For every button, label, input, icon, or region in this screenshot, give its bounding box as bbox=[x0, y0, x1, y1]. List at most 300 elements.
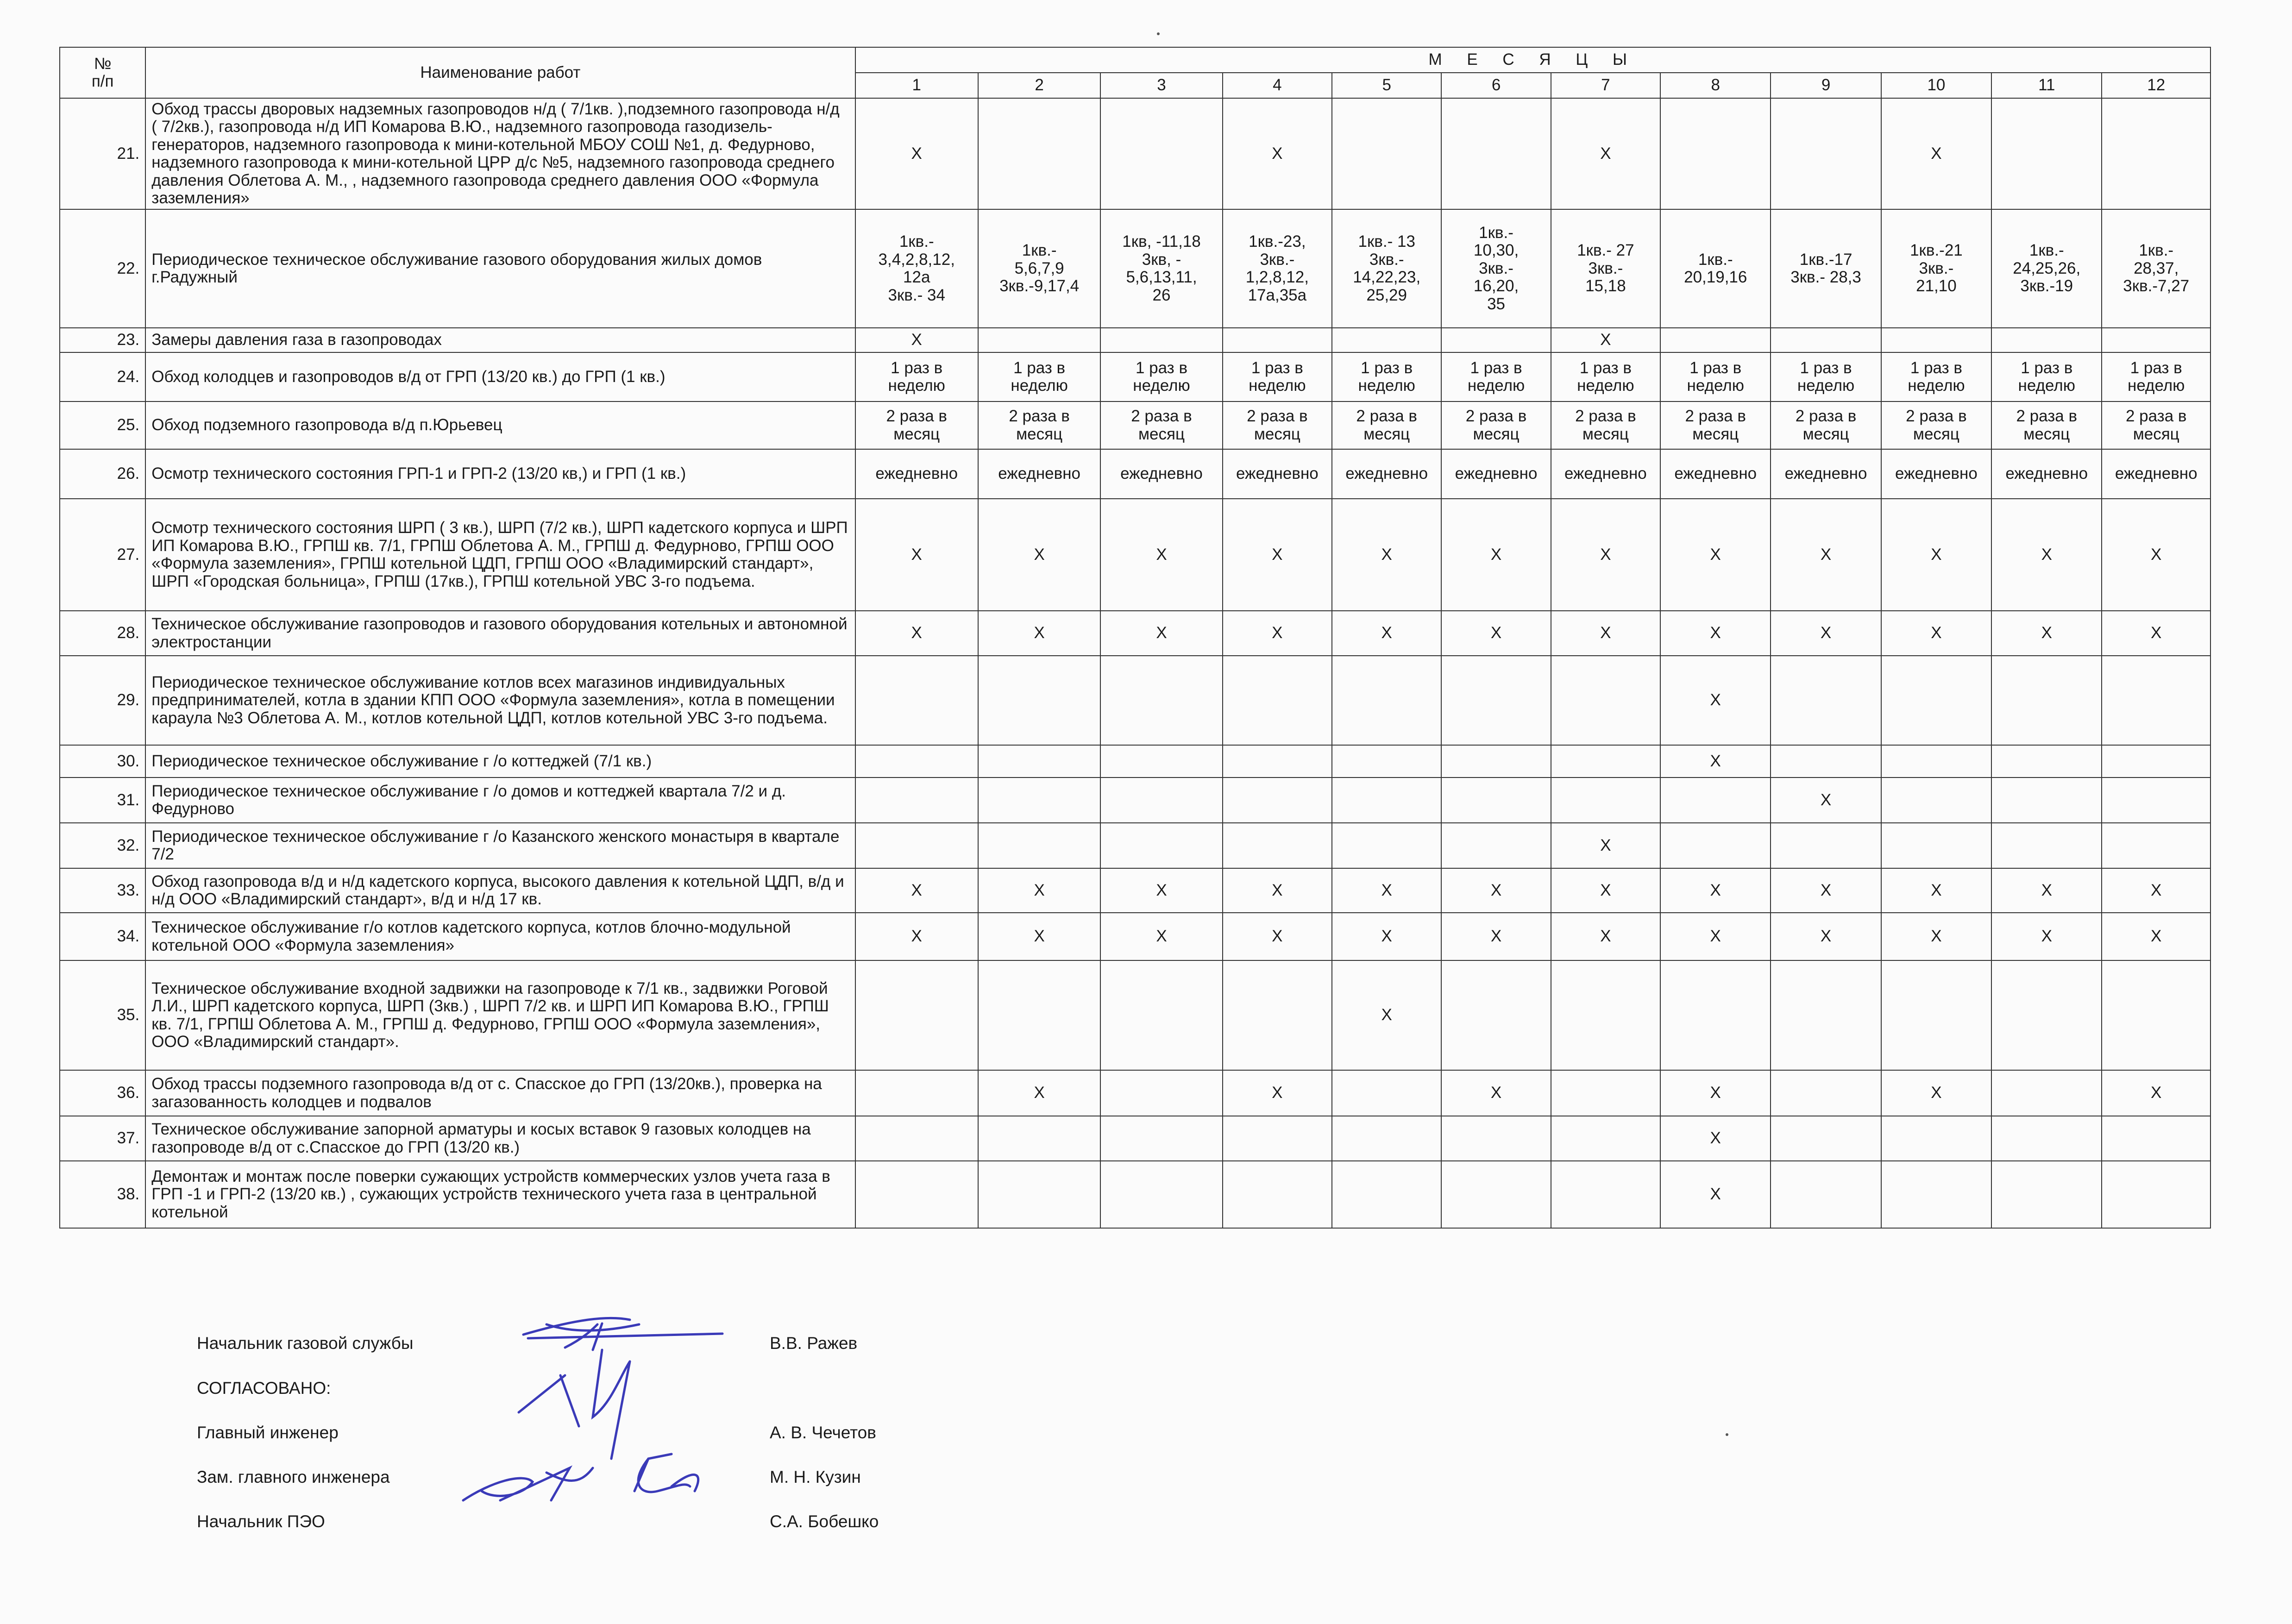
month-cell bbox=[1100, 1070, 1222, 1116]
table-row bbox=[60, 823, 2210, 868]
month-cell: X bbox=[1771, 868, 1881, 913]
month-cell: 1кв.- 5,6,7,9 3кв.-9,17,4 bbox=[978, 209, 1100, 328]
month-cell bbox=[855, 1161, 978, 1228]
month-cell: ежедневно bbox=[1100, 449, 1222, 499]
month-header-9: 9 bbox=[1771, 73, 1881, 98]
work-description: Осмотр технического состояния ШРП ( 3 кв.), ШРП (7/2 кв.), ШРП кадетского корпуса и ШРП ИП Комарова В.Ю., ГРПШ кв. 7/1, ГРПШ Облетова А. М., ГРПШ д. Федурново, ГРПШ ООО «Формула заземления», ГРПШ котельной ЦДП, ГРПШ ООО «Владимирский стандарт», ШРП «Городская больница», ГРПШ (17кв.), ГРПШ котельной УВС 3-го подъема. bbox=[145, 499, 855, 611]
month-cell: X bbox=[1771, 499, 1881, 611]
month-cell: 1кв, -11,18 3кв, - 5,6,13,11, 26 bbox=[1100, 209, 1222, 328]
table-row bbox=[60, 745, 2210, 778]
month-cell bbox=[1660, 778, 1771, 823]
month-cell: X bbox=[978, 499, 1100, 611]
month-cell bbox=[1332, 1116, 1441, 1161]
work-description: Периодическое техническое обслуживание газового оборудования жилых домов г.Радужный bbox=[145, 209, 855, 328]
month-cell: X bbox=[1660, 1070, 1771, 1116]
month-cell bbox=[1100, 98, 1222, 209]
month-cell: 1 раз в неделю bbox=[1100, 352, 1222, 401]
row-number: 22. bbox=[60, 209, 145, 328]
month-cell: 1 раз в неделю bbox=[1660, 352, 1771, 401]
month-cell bbox=[2102, 778, 2210, 823]
month-cell: X bbox=[1771, 913, 1881, 960]
month-cell: X bbox=[1881, 611, 1991, 656]
month-cell: X bbox=[2102, 1070, 2210, 1116]
month-cell: X bbox=[1332, 868, 1441, 913]
month-cell: 2 раза в месяц bbox=[855, 401, 978, 449]
row-number: 25. bbox=[60, 401, 145, 449]
row-number: 27. bbox=[60, 499, 145, 611]
month-cell bbox=[1771, 745, 1881, 778]
month-cell: 1 раз в неделю bbox=[855, 352, 978, 401]
month-cell: 2 раза в месяц bbox=[1441, 401, 1551, 449]
month-cell bbox=[1441, 98, 1551, 209]
month-cell: X bbox=[1551, 868, 1660, 913]
month-cell bbox=[978, 1116, 1100, 1161]
month-cell: X bbox=[1441, 913, 1551, 960]
month-cell bbox=[1991, 328, 2102, 352]
table-row bbox=[60, 960, 2210, 1070]
month-cell bbox=[1441, 656, 1551, 745]
month-cell bbox=[978, 745, 1100, 778]
month-header-8: 8 bbox=[1660, 73, 1771, 98]
month-cell bbox=[1332, 328, 1441, 352]
month-cell: X bbox=[855, 98, 978, 209]
row-number: 33. bbox=[60, 868, 145, 913]
month-cell: X bbox=[1991, 499, 2102, 611]
table-row bbox=[60, 328, 2210, 352]
month-cell: X bbox=[978, 611, 1100, 656]
month-header-3: 3 bbox=[1100, 73, 1222, 98]
work-description: Обход газопровода в/д и н/д кадетского корпуса, высокого давления к котельной ЦДП, в/д и н/д ООО «Владимирский стандарт», в/д и н/д 17 кв. bbox=[145, 868, 855, 913]
month-cell: X bbox=[1660, 656, 1771, 745]
month-header-2: 2 bbox=[978, 73, 1100, 98]
month-cell bbox=[1223, 1161, 1332, 1228]
col-header-months: М Е С Я Ц Ы bbox=[855, 47, 2210, 73]
work-description: Обход трассы подземного газопровода в/д от с. Спасское до ГРП (13/20кв.), проверка на загазованность колодцев и подвалов bbox=[145, 1070, 855, 1116]
month-cell: X bbox=[1660, 611, 1771, 656]
table-row bbox=[60, 1070, 2210, 1116]
month-cell bbox=[1223, 823, 1332, 868]
month-cell: X bbox=[1441, 868, 1551, 913]
work-description: Периодическое техническое обслуживание г /о Казанского женского монастыря в квартале 7/2 bbox=[145, 823, 855, 868]
month-cell bbox=[2102, 823, 2210, 868]
table-row bbox=[60, 611, 2210, 656]
sig-name-head: В.В. Ражев bbox=[770, 1334, 858, 1353]
month-cell bbox=[1100, 823, 1222, 868]
month-cell bbox=[2102, 98, 2210, 209]
month-cell: X bbox=[1551, 98, 1660, 209]
table-row bbox=[60, 209, 2210, 328]
month-cell: X bbox=[855, 868, 978, 913]
sig-approved: СОГЛАСОВАНО: bbox=[197, 1379, 331, 1398]
table-row bbox=[60, 352, 2210, 401]
month-cell: 1 раз в неделю bbox=[2102, 352, 2210, 401]
month-cell bbox=[855, 1116, 978, 1161]
month-cell: 2 раза в месяц bbox=[1551, 401, 1660, 449]
row-number: 21. bbox=[60, 98, 145, 209]
month-cell bbox=[1771, 960, 1881, 1070]
month-cell bbox=[1223, 328, 1332, 352]
month-cell: 1 раз в неделю bbox=[1332, 352, 1441, 401]
month-cell: X bbox=[1223, 868, 1332, 913]
month-cell: X bbox=[1441, 1070, 1551, 1116]
table-row bbox=[60, 913, 2210, 960]
month-cell: X bbox=[1100, 611, 1222, 656]
month-cell bbox=[1551, 1070, 1660, 1116]
month-cell bbox=[1881, 1116, 1991, 1161]
row-number: 24. bbox=[60, 352, 145, 401]
work-description: Демонтаж и монтаж после поверки сужающих устройств коммерческих узлов учета газа в ГРП -1 и ГРП-2 (13/20 кв.) , сужающих устройств технического учета газа в центральной котельной bbox=[145, 1161, 855, 1228]
work-description: Осмотр технического состояния ГРП-1 и ГРП-2 (13/20 кв,) и ГРП (1 кв.) bbox=[145, 449, 855, 499]
month-cell: 1кв.- 10,30, 3кв.- 16,20, 35 bbox=[1441, 209, 1551, 328]
month-cell bbox=[978, 778, 1100, 823]
month-cell: 2 раза в месяц bbox=[1223, 401, 1332, 449]
month-cell bbox=[1991, 98, 2102, 209]
month-cell bbox=[978, 960, 1100, 1070]
month-cell: X bbox=[2102, 499, 2210, 611]
month-cell bbox=[855, 823, 978, 868]
month-cell: X bbox=[1660, 1161, 1771, 1228]
month-cell: 1кв.- 13 3кв.- 14,22,23, 25,29 bbox=[1332, 209, 1441, 328]
sig-role-deputy: Зам. главного инженера bbox=[197, 1467, 390, 1486]
month-cell bbox=[855, 1070, 978, 1116]
sig-name-peo: С.А. Бобешко bbox=[770, 1512, 879, 1531]
month-cell: 1кв.-23, 3кв.- 1,2,8,12, 17а,35а bbox=[1223, 209, 1332, 328]
month-cell bbox=[1441, 1116, 1551, 1161]
month-cell bbox=[1660, 328, 1771, 352]
month-cell bbox=[1551, 960, 1660, 1070]
signature-chechetov bbox=[519, 1350, 630, 1459]
month-header-4: 4 bbox=[1223, 73, 1332, 98]
month-cell: 1кв.- 20,19,16 bbox=[1660, 209, 1771, 328]
month-cell: 1кв.-21 3кв.- 21,10 bbox=[1881, 209, 1991, 328]
month-cell bbox=[1881, 823, 1991, 868]
month-cell: X bbox=[2102, 611, 2210, 656]
month-cell bbox=[1991, 1116, 2102, 1161]
month-cell bbox=[1991, 778, 2102, 823]
month-cell bbox=[1223, 1116, 1332, 1161]
month-cell bbox=[1441, 745, 1551, 778]
table-row bbox=[60, 1161, 2210, 1228]
month-cell: X bbox=[1771, 778, 1881, 823]
table-row bbox=[60, 449, 2210, 499]
month-cell: X bbox=[1991, 611, 2102, 656]
month-cell: 2 раза в месяц bbox=[1991, 401, 2102, 449]
work-description: Техническое обслуживание входной задвижки на газопроводе к 7/1 кв., задвижки Роговой Л.И., ШРП кадетского корпуса, ШРП (3кв.) , ШРП 7/2 кв. и ШРП ИП Комарова В.Ю., ГРПШ кв. 7/1, ГРПШ Облетова А. М., ГРПШ д. Федурново, ГРПШ ООО «Формула заземления», ООО «Владимирский стандарт». bbox=[145, 960, 855, 1070]
scan-speck bbox=[1157, 32, 1160, 35]
month-cell bbox=[1100, 745, 1222, 778]
month-cell: 2 раза в месяц bbox=[1771, 401, 1881, 449]
month-cell: ежедневно bbox=[2102, 449, 2210, 499]
month-cell bbox=[2102, 328, 2210, 352]
month-cell bbox=[1332, 656, 1441, 745]
month-cell: X bbox=[1660, 1116, 1771, 1161]
month-cell bbox=[1441, 778, 1551, 823]
month-cell bbox=[1991, 1070, 2102, 1116]
row-number: 38. bbox=[60, 1161, 145, 1228]
sig-role-head: Начальник газовой службы bbox=[197, 1334, 414, 1353]
month-cell: X bbox=[978, 1070, 1100, 1116]
month-cell: X bbox=[1332, 913, 1441, 960]
month-cell bbox=[978, 656, 1100, 745]
month-cell: 2 раза в месяц bbox=[1881, 401, 1991, 449]
month-cell bbox=[1551, 1116, 1660, 1161]
row-number: 23. bbox=[60, 328, 145, 352]
sig-name-deputy: М. Н. Кузин bbox=[770, 1467, 861, 1486]
signature-kuzin bbox=[463, 1468, 593, 1500]
month-cell bbox=[1223, 656, 1332, 745]
month-cell: ежедневно bbox=[1660, 449, 1771, 499]
month-cell bbox=[1332, 1161, 1441, 1228]
work-description: Обход колодцев и газопроводов в/д от ГРП (13/20 кв.) до ГРП (1 кв.) bbox=[145, 352, 855, 401]
month-cell bbox=[1100, 328, 1222, 352]
month-cell: ежедневно bbox=[1223, 449, 1332, 499]
schedule-body bbox=[60, 98, 2210, 1228]
scan-speck bbox=[1726, 1433, 1728, 1436]
month-cell: 1 раз в неделю bbox=[1771, 352, 1881, 401]
table-row bbox=[60, 656, 2210, 745]
month-cell bbox=[1223, 745, 1332, 778]
month-cell: ежедневно bbox=[1771, 449, 1881, 499]
month-cell bbox=[1100, 1161, 1222, 1228]
month-cell bbox=[1771, 1161, 1881, 1228]
month-cell: X bbox=[1991, 913, 2102, 960]
month-cell: X bbox=[855, 913, 978, 960]
month-cell bbox=[1441, 1161, 1551, 1228]
month-cell: X bbox=[1223, 98, 1332, 209]
signature-razhev bbox=[523, 1318, 722, 1350]
month-header-6: 6 bbox=[1441, 73, 1551, 98]
col-header-number: № п/п bbox=[60, 47, 145, 98]
work-description: Периодическое техническое обслуживание г /о домов и коттеджей квартала 7/2 и д. Федурново bbox=[145, 778, 855, 823]
month-cell: 1 раз в неделю bbox=[1881, 352, 1991, 401]
work-description: Замеры давления газа в газопроводах bbox=[145, 328, 855, 352]
month-cell bbox=[855, 656, 978, 745]
month-cell: X bbox=[1660, 913, 1771, 960]
month-cell: X bbox=[2102, 868, 2210, 913]
month-cell: X bbox=[1223, 611, 1332, 656]
work-description: Техническое обслуживание г/о котлов кадетского корпуса, котлов блочно-модульной котельной ООО «Формула заземления» bbox=[145, 913, 855, 960]
month-cell bbox=[1991, 1161, 2102, 1228]
month-cell bbox=[2102, 745, 2210, 778]
month-cell: 1кв.- 3,4,2,8,12, 12а 3кв.- 34 bbox=[855, 209, 978, 328]
month-cell bbox=[978, 823, 1100, 868]
month-cell: 2 раза в месяц bbox=[978, 401, 1100, 449]
month-cell: 1кв.- 28,37, 3кв.-7,27 bbox=[2102, 209, 2210, 328]
month-cell bbox=[1332, 745, 1441, 778]
month-cell: 2 раза в месяц bbox=[2102, 401, 2210, 449]
month-cell bbox=[2102, 1116, 2210, 1161]
table-row bbox=[60, 778, 2210, 823]
month-cell bbox=[1881, 778, 1991, 823]
row-number: 30. bbox=[60, 745, 145, 778]
month-cell: 1 раз в неделю bbox=[978, 352, 1100, 401]
month-cell bbox=[1771, 98, 1881, 209]
row-number: 36. bbox=[60, 1070, 145, 1116]
month-cell: 1 раз в неделю bbox=[1441, 352, 1551, 401]
month-cell bbox=[1991, 745, 2102, 778]
month-cell: X bbox=[1881, 98, 1991, 209]
row-number: 31. bbox=[60, 778, 145, 823]
month-cell bbox=[1223, 778, 1332, 823]
month-cell bbox=[1332, 1070, 1441, 1116]
month-cell: X bbox=[1771, 611, 1881, 656]
month-cell bbox=[1441, 328, 1551, 352]
table-row bbox=[60, 401, 2210, 449]
table-row bbox=[60, 98, 2210, 209]
month-cell: ежедневно bbox=[1332, 449, 1441, 499]
month-cell: ежедневно bbox=[1881, 449, 1991, 499]
month-cell bbox=[1332, 98, 1441, 209]
month-cell bbox=[1660, 960, 1771, 1070]
month-cell: X bbox=[978, 868, 1100, 913]
work-description: Техническое обслуживание газопроводов и газового оборудования котельных и автономной электростанции bbox=[145, 611, 855, 656]
month-cell bbox=[1660, 823, 1771, 868]
work-description: Обход подземного газопровода в/д п.Юрьевец bbox=[145, 401, 855, 449]
month-cell bbox=[1771, 1116, 1881, 1161]
month-cell: X bbox=[1551, 611, 1660, 656]
month-cell: X bbox=[1100, 499, 1222, 611]
month-cell: X bbox=[1100, 868, 1222, 913]
month-cell bbox=[1991, 960, 2102, 1070]
month-cell: 1кв.- 24,25,26, 3кв.-19 bbox=[1991, 209, 2102, 328]
month-cell: 1 раз в неделю bbox=[1991, 352, 2102, 401]
month-cell bbox=[1551, 1161, 1660, 1228]
row-number: 29. bbox=[60, 656, 145, 745]
month-cell: X bbox=[1551, 913, 1660, 960]
month-cell bbox=[855, 745, 978, 778]
month-cell bbox=[1771, 328, 1881, 352]
month-cell: X bbox=[978, 913, 1100, 960]
month-cell: X bbox=[1660, 745, 1771, 778]
month-cell bbox=[2102, 960, 2210, 1070]
month-cell: 2 раза в месяц bbox=[1660, 401, 1771, 449]
month-cell: ежедневно bbox=[1991, 449, 2102, 499]
month-cell: ежедневно bbox=[978, 449, 1100, 499]
sig-name-chief: А. В. Чечетов bbox=[770, 1423, 876, 1442]
month-cell bbox=[1771, 656, 1881, 745]
month-cell: X bbox=[1223, 1070, 1332, 1116]
row-number: 37. bbox=[60, 1116, 145, 1161]
table-row bbox=[60, 868, 2210, 913]
month-cell bbox=[1881, 1161, 1991, 1228]
month-cell: X bbox=[1551, 823, 1660, 868]
month-cell: ежедневно bbox=[855, 449, 978, 499]
month-cell: X bbox=[1332, 499, 1441, 611]
work-description: Техническое обслуживание запорной арматуры и косых вставок 9 газовых колодцев на газопроводе в/д от с.Спасское до ГРП (13/20 кв.) bbox=[145, 1116, 855, 1161]
row-number: 28. bbox=[60, 611, 145, 656]
month-cell: X bbox=[1551, 499, 1660, 611]
month-cell bbox=[1771, 1070, 1881, 1116]
month-cell: X bbox=[1223, 499, 1332, 611]
month-cell bbox=[978, 328, 1100, 352]
month-cell bbox=[1771, 823, 1881, 868]
month-cell bbox=[1332, 778, 1441, 823]
month-cell: X bbox=[855, 611, 978, 656]
month-cell bbox=[2102, 1161, 2210, 1228]
month-cell bbox=[1881, 745, 1991, 778]
month-cell: X bbox=[1660, 499, 1771, 611]
month-cell: X bbox=[1881, 913, 1991, 960]
row-number: 32. bbox=[60, 823, 145, 868]
month-cell: X bbox=[1660, 868, 1771, 913]
month-cell: X bbox=[1332, 611, 1441, 656]
month-cell bbox=[1881, 656, 1991, 745]
work-description: Периодическое техническое обслуживание г /о коттеджей (7/1 кв.) bbox=[145, 745, 855, 778]
month-cell bbox=[1441, 823, 1551, 868]
month-cell bbox=[1551, 656, 1660, 745]
month-cell bbox=[1551, 778, 1660, 823]
schedule-table bbox=[59, 47, 2211, 1229]
col-header-work: Наименование работ bbox=[145, 47, 855, 98]
month-cell: ежедневно bbox=[1551, 449, 1660, 499]
month-cell: X bbox=[855, 499, 978, 611]
month-header-1: 1 bbox=[855, 73, 978, 98]
month-cell: 1 раз в неделю bbox=[1223, 352, 1332, 401]
sig-role-chief: Главный инженер bbox=[197, 1423, 339, 1442]
work-description: Периодическое техническое обслуживание котлов всех магазинов индивидуальных предпринимателей, котла в здании КПП ООО «Формула заземления», котла в помещении караула №3 Облетова А. М., котлов котельной ЦДП, котлов котельной УВС 3-го подъема. bbox=[145, 656, 855, 745]
month-cell bbox=[1991, 823, 2102, 868]
month-header-5: 5 bbox=[1332, 73, 1441, 98]
month-header-11: 11 bbox=[1991, 73, 2102, 98]
month-cell bbox=[1100, 778, 1222, 823]
month-cell bbox=[1100, 656, 1222, 745]
month-cell bbox=[2102, 656, 2210, 745]
month-cell bbox=[978, 1161, 1100, 1228]
work-description: Обход трассы дворовых надземных газопроводов н/д ( 7/1кв. ),подземного газопровода н/д ( 7/2кв.), газопровода н/д ИП Комарова В.Ю., надземного газопровода газодизель-генераторов, надземного газопровода к мини-котельной МБОУ СОШ №1, д. Федурново, надземного газопровода к мини-котельной ЦРР д/с №5, надземного газопровода среднего давления Облетова А. М., , надземного газопровода среднего давления ООО «Формула заземления» bbox=[145, 98, 855, 209]
month-cell bbox=[1881, 960, 1991, 1070]
month-cell bbox=[1441, 960, 1551, 1070]
month-header-12: 12 bbox=[2102, 73, 2210, 98]
month-header-7: 7 bbox=[1551, 73, 1660, 98]
month-cell bbox=[855, 960, 978, 1070]
month-cell: X bbox=[2102, 913, 2210, 960]
row-number: 26. bbox=[60, 449, 145, 499]
month-cell: X bbox=[1551, 328, 1660, 352]
month-cell: 2 раза в месяц bbox=[1332, 401, 1441, 449]
month-cell: X bbox=[1441, 611, 1551, 656]
table-row bbox=[60, 1116, 2210, 1161]
month-cell bbox=[1223, 960, 1332, 1070]
month-header-10: 10 bbox=[1881, 73, 1991, 98]
row-number: 34. bbox=[60, 913, 145, 960]
table-row bbox=[60, 499, 2210, 611]
month-cell: 2 раза в месяц bbox=[1100, 401, 1222, 449]
month-cell bbox=[1881, 328, 1991, 352]
month-cell: 1 раз в неделю bbox=[1551, 352, 1660, 401]
month-cell: X bbox=[1332, 960, 1441, 1070]
month-cell bbox=[1100, 1116, 1222, 1161]
month-cell bbox=[1100, 960, 1222, 1070]
month-cell bbox=[855, 778, 978, 823]
sig-role-peo: Начальник ПЭО bbox=[197, 1512, 325, 1531]
month-cell: X bbox=[855, 328, 978, 352]
month-cell: 1кв.-17 3кв.- 28,3 bbox=[1771, 209, 1881, 328]
month-cell: ежедневно bbox=[1441, 449, 1551, 499]
month-cell: 1кв.- 27 3кв.- 15,18 bbox=[1551, 209, 1660, 328]
month-cell: X bbox=[1881, 1070, 1991, 1116]
month-cell: X bbox=[1991, 868, 2102, 913]
month-cell: X bbox=[1881, 868, 1991, 913]
month-cell: X bbox=[1881, 499, 1991, 611]
month-cell: X bbox=[1223, 913, 1332, 960]
month-cell: X bbox=[1441, 499, 1551, 611]
month-cell bbox=[1660, 98, 1771, 209]
row-number: 35. bbox=[60, 960, 145, 1070]
month-cell bbox=[1991, 656, 2102, 745]
month-cell bbox=[1551, 745, 1660, 778]
signature-bobeshko bbox=[634, 1454, 698, 1492]
month-cell bbox=[978, 98, 1100, 209]
